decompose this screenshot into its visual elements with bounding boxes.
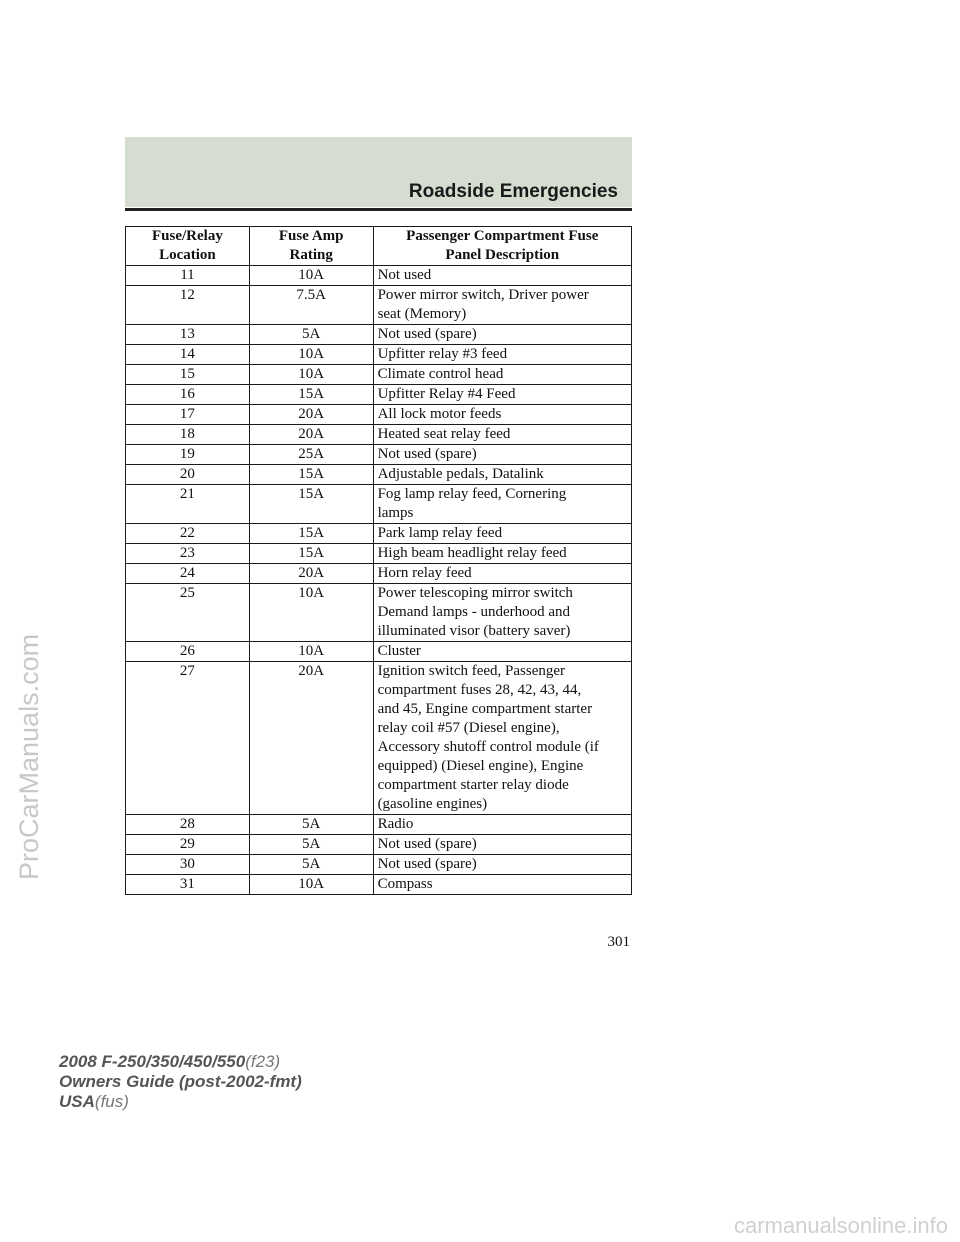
fuse-table-body bbox=[126, 266, 632, 895]
fuse-rating-cell: 5A bbox=[249, 325, 373, 345]
fuse-description-cell: Power telescoping mirror switch Demand lamps - underhood and illuminated visor (battery saver) bbox=[373, 584, 631, 642]
table-row bbox=[126, 855, 632, 875]
fuse-location-cell: 19 bbox=[126, 445, 250, 465]
table-row bbox=[126, 405, 632, 425]
header-amp-rating: Fuse Amp Rating bbox=[249, 227, 373, 266]
fuse-rating-cell: 20A bbox=[249, 405, 373, 425]
table-row bbox=[126, 485, 632, 524]
fuse-description-cell: Not used (spare) bbox=[373, 325, 631, 345]
table-row bbox=[126, 524, 632, 544]
fuse-rating-cell: 25A bbox=[249, 445, 373, 465]
fuse-rating-cell: 5A bbox=[249, 815, 373, 835]
section-title: Roadside Emergencies bbox=[408, 181, 618, 202]
fuse-location-cell: 18 bbox=[126, 425, 250, 445]
fuse-location-cell: 11 bbox=[126, 266, 250, 286]
footer-model: 2008 F-250/350/450/550 bbox=[59, 1052, 246, 1071]
fuse-description-cell: Compass bbox=[373, 875, 631, 895]
fuse-location-cell: 31 bbox=[126, 875, 250, 895]
fuse-description-cell: Not used (spare) bbox=[373, 855, 631, 875]
table-row bbox=[126, 642, 632, 662]
fuse-description-cell: Not used (spare) bbox=[373, 445, 631, 465]
table-row bbox=[126, 365, 632, 385]
table-row bbox=[126, 662, 632, 815]
table-row bbox=[126, 345, 632, 365]
fuse-location-cell: 25 bbox=[126, 584, 250, 642]
fuse-rating-cell: 10A bbox=[249, 266, 373, 286]
fuse-description-cell: Park lamp relay feed bbox=[373, 524, 631, 544]
fuse-location-cell: 21 bbox=[126, 485, 250, 524]
fuse-rating-cell: 5A bbox=[249, 835, 373, 855]
fuse-table bbox=[125, 226, 632, 895]
fuse-rating-cell: 5A bbox=[249, 855, 373, 875]
document-footer bbox=[59, 1052, 302, 1112]
fuse-description-cell: Upfitter relay #3 feed bbox=[373, 345, 631, 365]
fuse-location-cell: 14 bbox=[126, 345, 250, 365]
fuse-rating-cell: 15A bbox=[249, 485, 373, 524]
table-row bbox=[126, 325, 632, 345]
fuse-description-cell: Cluster bbox=[373, 642, 631, 662]
fuse-location-cell: 29 bbox=[126, 835, 250, 855]
fuse-location-cell: 28 bbox=[126, 815, 250, 835]
fuse-rating-cell: 10A bbox=[249, 365, 373, 385]
fuse-rating-cell: 15A bbox=[249, 385, 373, 405]
fuse-location-cell: 27 bbox=[126, 662, 250, 815]
table-row bbox=[126, 286, 632, 325]
fuse-location-cell: 20 bbox=[126, 465, 250, 485]
fuse-description-cell: Fog lamp relay feed, Cornering lamps bbox=[373, 485, 631, 524]
fuse-location-cell: 24 bbox=[126, 564, 250, 584]
fuse-location-cell: 17 bbox=[126, 405, 250, 425]
fuse-location-cell: 16 bbox=[126, 385, 250, 405]
fuse-rating-cell: 10A bbox=[249, 345, 373, 365]
fuse-description-cell: Not used bbox=[373, 266, 631, 286]
footer-model-code: (f23) bbox=[245, 1052, 281, 1071]
fuse-description-cell: Horn relay feed bbox=[373, 564, 631, 584]
fuse-rating-cell: 15A bbox=[249, 544, 373, 564]
fuse-rating-cell: 20A bbox=[249, 425, 373, 445]
section-header-band bbox=[125, 137, 632, 207]
table-row bbox=[126, 564, 632, 584]
header-location: Fuse/Relay Location bbox=[126, 227, 250, 266]
table-row bbox=[126, 815, 632, 835]
fuse-rating-cell: 15A bbox=[249, 524, 373, 544]
fuse-rating-cell: 20A bbox=[249, 564, 373, 584]
footer-guide: Owners Guide (post-2002-fmt) bbox=[59, 1072, 302, 1091]
fuse-description-cell: Adjustable pedals, Datalink bbox=[373, 465, 631, 485]
fuse-location-cell: 12 bbox=[126, 286, 250, 325]
page-number: 301 bbox=[607, 934, 630, 950]
fuse-rating-cell: 10A bbox=[249, 875, 373, 895]
fuse-location-cell: 30 bbox=[126, 855, 250, 875]
fuse-rating-cell: 10A bbox=[249, 642, 373, 662]
table-row bbox=[126, 445, 632, 465]
fuse-description-cell: Not used (spare) bbox=[373, 835, 631, 855]
footer-market: USA bbox=[59, 1092, 95, 1111]
header-rule bbox=[125, 208, 632, 211]
fuse-description-cell: Upfitter Relay #4 Feed bbox=[373, 385, 631, 405]
fuse-location-cell: 26 bbox=[126, 642, 250, 662]
watermark-procarmanuals: ProCarManuals.com bbox=[14, 633, 44, 880]
table-row bbox=[126, 875, 632, 895]
fuse-rating-cell: 10A bbox=[249, 584, 373, 642]
fuse-description-cell: High beam headlight relay feed bbox=[373, 544, 631, 564]
fuse-description-cell: Heated seat relay feed bbox=[373, 425, 631, 445]
table-row bbox=[126, 544, 632, 564]
table-row bbox=[126, 385, 632, 405]
fuse-description-cell: Power mirror switch, Driver power seat (Memory) bbox=[373, 286, 631, 325]
fuse-location-cell: 15 bbox=[126, 365, 250, 385]
fuse-description-cell: All lock motor feeds bbox=[373, 405, 631, 425]
table-header-row bbox=[126, 227, 632, 266]
watermark-carmanualsonline: carmanualsonline.info bbox=[733, 1213, 948, 1238]
fuse-description-cell: Ignition switch feed, Passenger compartment fuses 28, 42, 43, 44, and 45, Engine compartment starter relay coil #57 (Diesel engine), Accessory shutoff control module (if equipped) (Diesel engine), Engine compartment starter relay diode (gasoline engines) bbox=[373, 662, 631, 815]
fuse-rating-cell: 15A bbox=[249, 465, 373, 485]
table-row bbox=[126, 266, 632, 286]
fuse-rating-cell: 20A bbox=[249, 662, 373, 815]
fuse-description-cell: Climate control head bbox=[373, 365, 631, 385]
fuse-rating-cell: 7.5A bbox=[249, 286, 373, 325]
table-row bbox=[126, 584, 632, 642]
fuse-location-cell: 22 bbox=[126, 524, 250, 544]
fuse-description-cell: Radio bbox=[373, 815, 631, 835]
fuse-location-cell: 13 bbox=[126, 325, 250, 345]
footer-market-code: (fus) bbox=[94, 1092, 129, 1111]
fuse-location-cell: 23 bbox=[126, 544, 250, 564]
table-row bbox=[126, 425, 632, 445]
table-row bbox=[126, 835, 632, 855]
header-description: Passenger Compartment Fuse Panel Description bbox=[373, 227, 631, 266]
table-row bbox=[126, 465, 632, 485]
